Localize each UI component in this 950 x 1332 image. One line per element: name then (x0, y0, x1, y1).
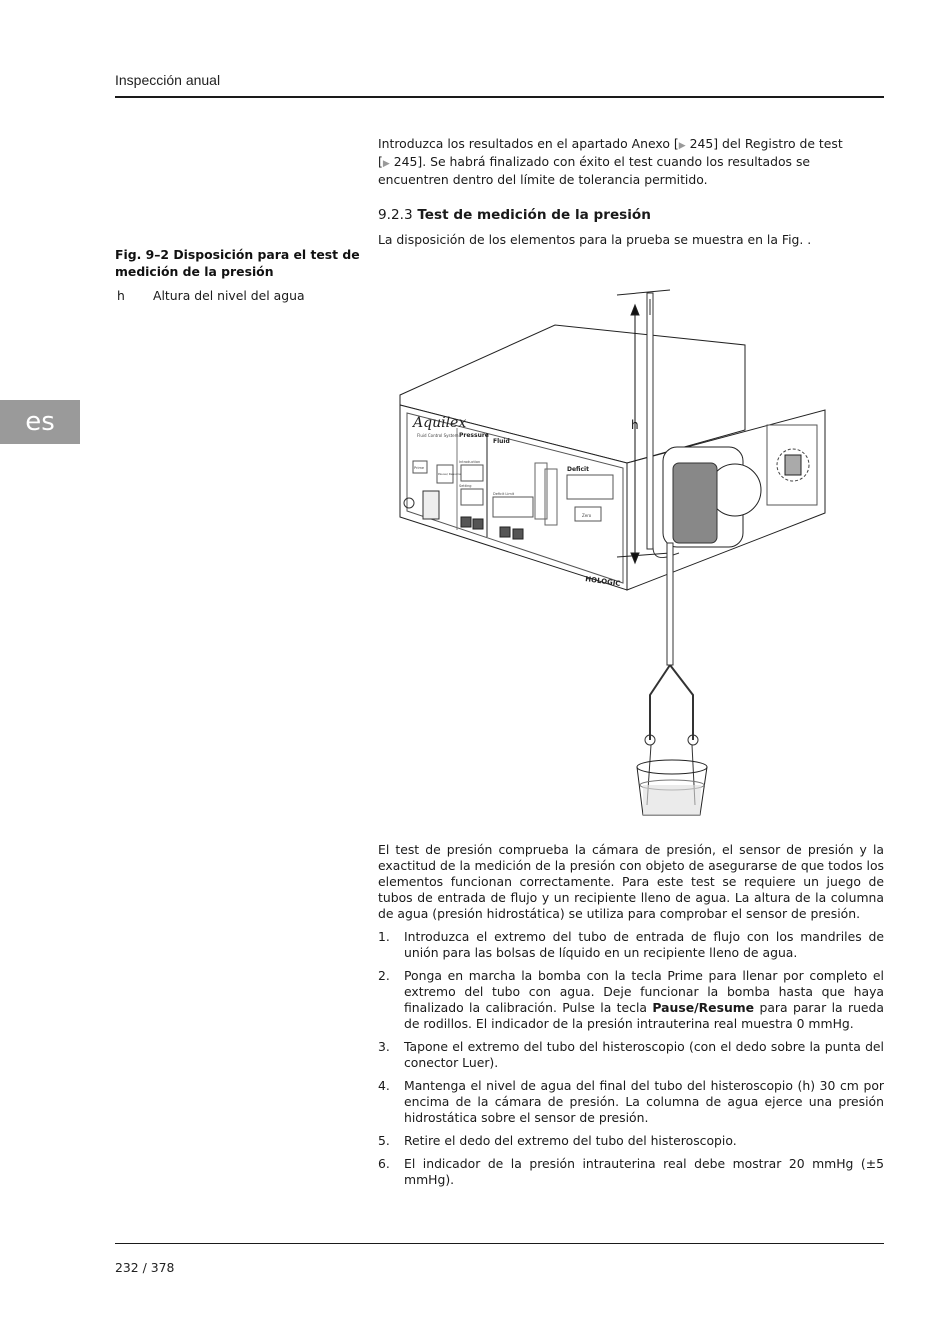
h-arrow-up-icon (631, 305, 639, 315)
section-number: 9.2.3 (378, 207, 413, 223)
fig-deficit-limit-label: Deficit Limit (493, 492, 515, 496)
fig-brand-sub: Fluid Control System (417, 433, 459, 438)
header-rule (115, 96, 884, 98)
fig-introduction-label: Introduction (459, 460, 481, 464)
hysteroscope-tube (647, 293, 653, 549)
fig-pressure-label: Pressure (459, 432, 489, 439)
language-tab: es (0, 400, 80, 444)
fig-prime-label: Prime (414, 466, 425, 470)
fig-zero-label: Zero (582, 513, 592, 518)
list-item: 4. Mantenga el nivel de agua del final del tubo del histeroscopio (h) 30 cm por encima de la cámara de presión. La columna de agua ejerce una presión hidrostática sobre el sensor de presión. (378, 1078, 884, 1125)
intro-paragraph (378, 136, 884, 188)
power-switch (423, 491, 439, 519)
bag-spikes (650, 665, 693, 740)
fig-setting-label: Setting (459, 484, 472, 488)
fig-pause-label: Pause/ Resume (438, 472, 461, 476)
figure-legend (115, 287, 360, 304)
pause-resume-key: Pause/Resume (652, 1000, 755, 1015)
arrangement-paragraph: La disposición de los elementos para la prueba se muestra en la Fig. . (378, 232, 812, 247)
body-paragraph: El test de presión comprueba la cámara de presión, el sensor de presión y la exactitud de la medición de la presión con objeto de asegurarse de que todos los elementos funcionan correctamente. Para este test se requiere un juego de tubos de entrada de flujo y un recipiente lleno de agua. La altura de la columna de agua (presión hidrostática) se utiliza para comprobar el sensor de presión. (378, 842, 884, 921)
cross-ref-link-annex[interactable]: 245 (689, 136, 714, 151)
fig-deficit-label: Deficit (567, 466, 589, 473)
list-item: 5. Retire el dedo del extremo del tubo del histeroscopio. (378, 1133, 737, 1148)
fig-maker-label: HOLOGIC (584, 575, 621, 588)
page-number: 232 / 378 (115, 1260, 175, 1275)
list-item: 3. Tapone el extremo del tubo del histeroscopio (con el dedo sobre la punta del conector Luer). (378, 1039, 884, 1070)
cross-ref-link-register[interactable]: 245 (393, 154, 418, 169)
cross-ref-arrow-icon: ▶ (382, 159, 390, 169)
legend-key: h (117, 288, 125, 303)
pressure-chamber (673, 463, 717, 543)
section-title: Test de medición de la presión (417, 207, 651, 223)
section-heading (378, 206, 884, 224)
inflow-tube (667, 543, 673, 665)
intro-text-3: ]. Se habrá finalizado con éxito el test cuando los resultados se encuentren dentro del límite de tolerancia permitido. (378, 154, 811, 187)
fig-h-label: h (631, 418, 639, 432)
fig-fluid-label: Fluid (493, 438, 510, 445)
footer-rule (115, 1243, 884, 1244)
fig-brand: Aquilex (413, 415, 467, 431)
list-item: 1. Introduzca el extremo del tubo de entrada de flujo con los mandriles de unión para las bolsas de líquido en un recipiente lleno de agua. (378, 929, 884, 960)
legend-text: Altura del nivel del agua (153, 288, 305, 303)
intro-text-2: ] del Registro de test [ (378, 136, 843, 169)
running-header: Inspección anual (115, 72, 221, 88)
steps-list (378, 929, 884, 1195)
intro-text-1: Introduzca los resultados en el apartado Anexo [ (378, 136, 679, 151)
pressure-test-figure (395, 285, 845, 825)
figure-caption: Fig. 9–2 Disposición para el test de medición de la presión (115, 247, 360, 279)
list-item: 6. El indicador de la presión intrauterina real debe mostrar 20 mmHg (±5 mmHg). (378, 1156, 884, 1187)
cross-ref-arrow-icon: ▶ (678, 141, 686, 151)
list-item: 2. Ponga en marcha la bomba con la tecla Prime para llenar por completo el extremo del tubo con agua. Deje funcionar la bomba hasta que haya finalizado la calibración. Pulse la tecla Pause/Resume para parar la rueda de rodillos. El indicador de la presión intrauterina real muestra 0 mmHg. (378, 968, 885, 1031)
